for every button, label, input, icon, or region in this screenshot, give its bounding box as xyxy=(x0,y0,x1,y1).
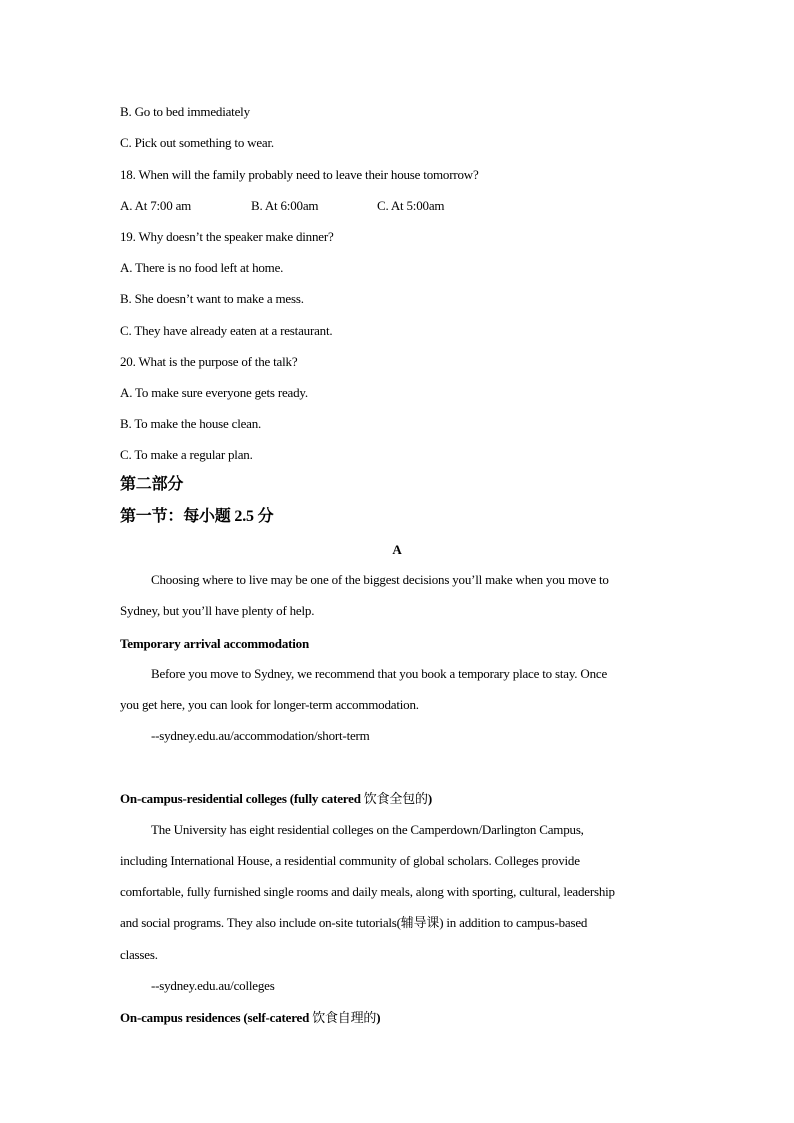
colleges-heading-chinese: 饮食全包的 xyxy=(363,792,428,807)
q18-question: 18. When will the family probably need to leave their house tomorrow? xyxy=(120,167,479,182)
q19-option-c: C. They have already eaten at a restaurant. xyxy=(120,323,333,338)
temporary-accommodation-heading: Temporary arrival accommodation xyxy=(120,636,310,651)
q18-option-b: B. At 6:00am xyxy=(251,198,319,213)
colleges-source-link: --sydney.edu.au/colleges xyxy=(151,978,275,993)
temporary-line-1: Before you move to Sydney, we recommend that you book a temporary place to stay. Once xyxy=(151,666,608,681)
colleges-heading-close: ) xyxy=(427,791,432,806)
q19-option-a: A. There is no food left at home. xyxy=(120,260,284,275)
colleges-line-5: classes. xyxy=(120,947,158,962)
colleges-heading-text: On-campus-residential colleges (fully catered xyxy=(120,791,364,806)
q17-option-b: B. Go to bed immediately xyxy=(120,104,250,119)
q19-option-b: B. She doesn’t want to make a mess. xyxy=(120,291,304,306)
q20-question: 20. What is the purpose of the talk? xyxy=(120,354,298,369)
colleges-line-4-start: and social programs. They also include on-site tutorials( xyxy=(120,915,401,930)
colleges-line-1: The University has eight residential colleges on the Camperdown/Darlington Campus, xyxy=(151,822,584,837)
part-two-heading: 第二部分 xyxy=(120,476,184,493)
q20-option-c: C. To make a regular plan. xyxy=(120,447,253,462)
q19-question: 19. Why doesn’t the speaker make dinner? xyxy=(120,229,334,244)
q20-option-b: B. To make the house clean. xyxy=(120,416,262,431)
colleges-line-2: including International House, a residential community of global scholars. Colleges provide xyxy=(120,853,580,868)
residences-heading xyxy=(120,1010,380,1027)
colleges-heading xyxy=(120,791,432,808)
colleges-line-4-chinese: 辅导课 xyxy=(400,916,440,931)
passage-letter: A xyxy=(392,542,402,557)
q18-option-a: A. At 7:00 am xyxy=(120,198,192,213)
q18-option-c: C. At 5:00am xyxy=(377,198,445,213)
intro-line-1: Choosing where to live may be one of the biggest decisions you’ll make when you move to xyxy=(151,572,609,587)
colleges-line-3: comfortable, fully furnished single rooms and daily meals, along with sporting, cultural, leadership xyxy=(120,884,615,899)
temporary-line-2: you get here, you can look for longer-term accommodation. xyxy=(120,697,419,712)
residences-heading-text: On-campus residences (self-catered xyxy=(120,1010,313,1025)
intro-line-2: Sydney, but you’ll have plenty of help. xyxy=(120,603,315,618)
section-one-heading: 第一节：每小题 2.5 分 xyxy=(120,508,274,525)
q20-option-a: A. To make sure everyone gets ready. xyxy=(120,385,308,400)
q17-option-c: C. Pick out something to wear. xyxy=(120,135,274,150)
colleges-line-4-end: ) in addition to campus-based xyxy=(439,915,588,930)
temporary-source-link: --sydney.edu.au/accommodation/short-term xyxy=(151,728,370,743)
residences-heading-chinese: 饮食自理的 xyxy=(312,1011,377,1026)
colleges-line-4 xyxy=(120,915,587,932)
residences-heading-close: ) xyxy=(376,1010,381,1025)
